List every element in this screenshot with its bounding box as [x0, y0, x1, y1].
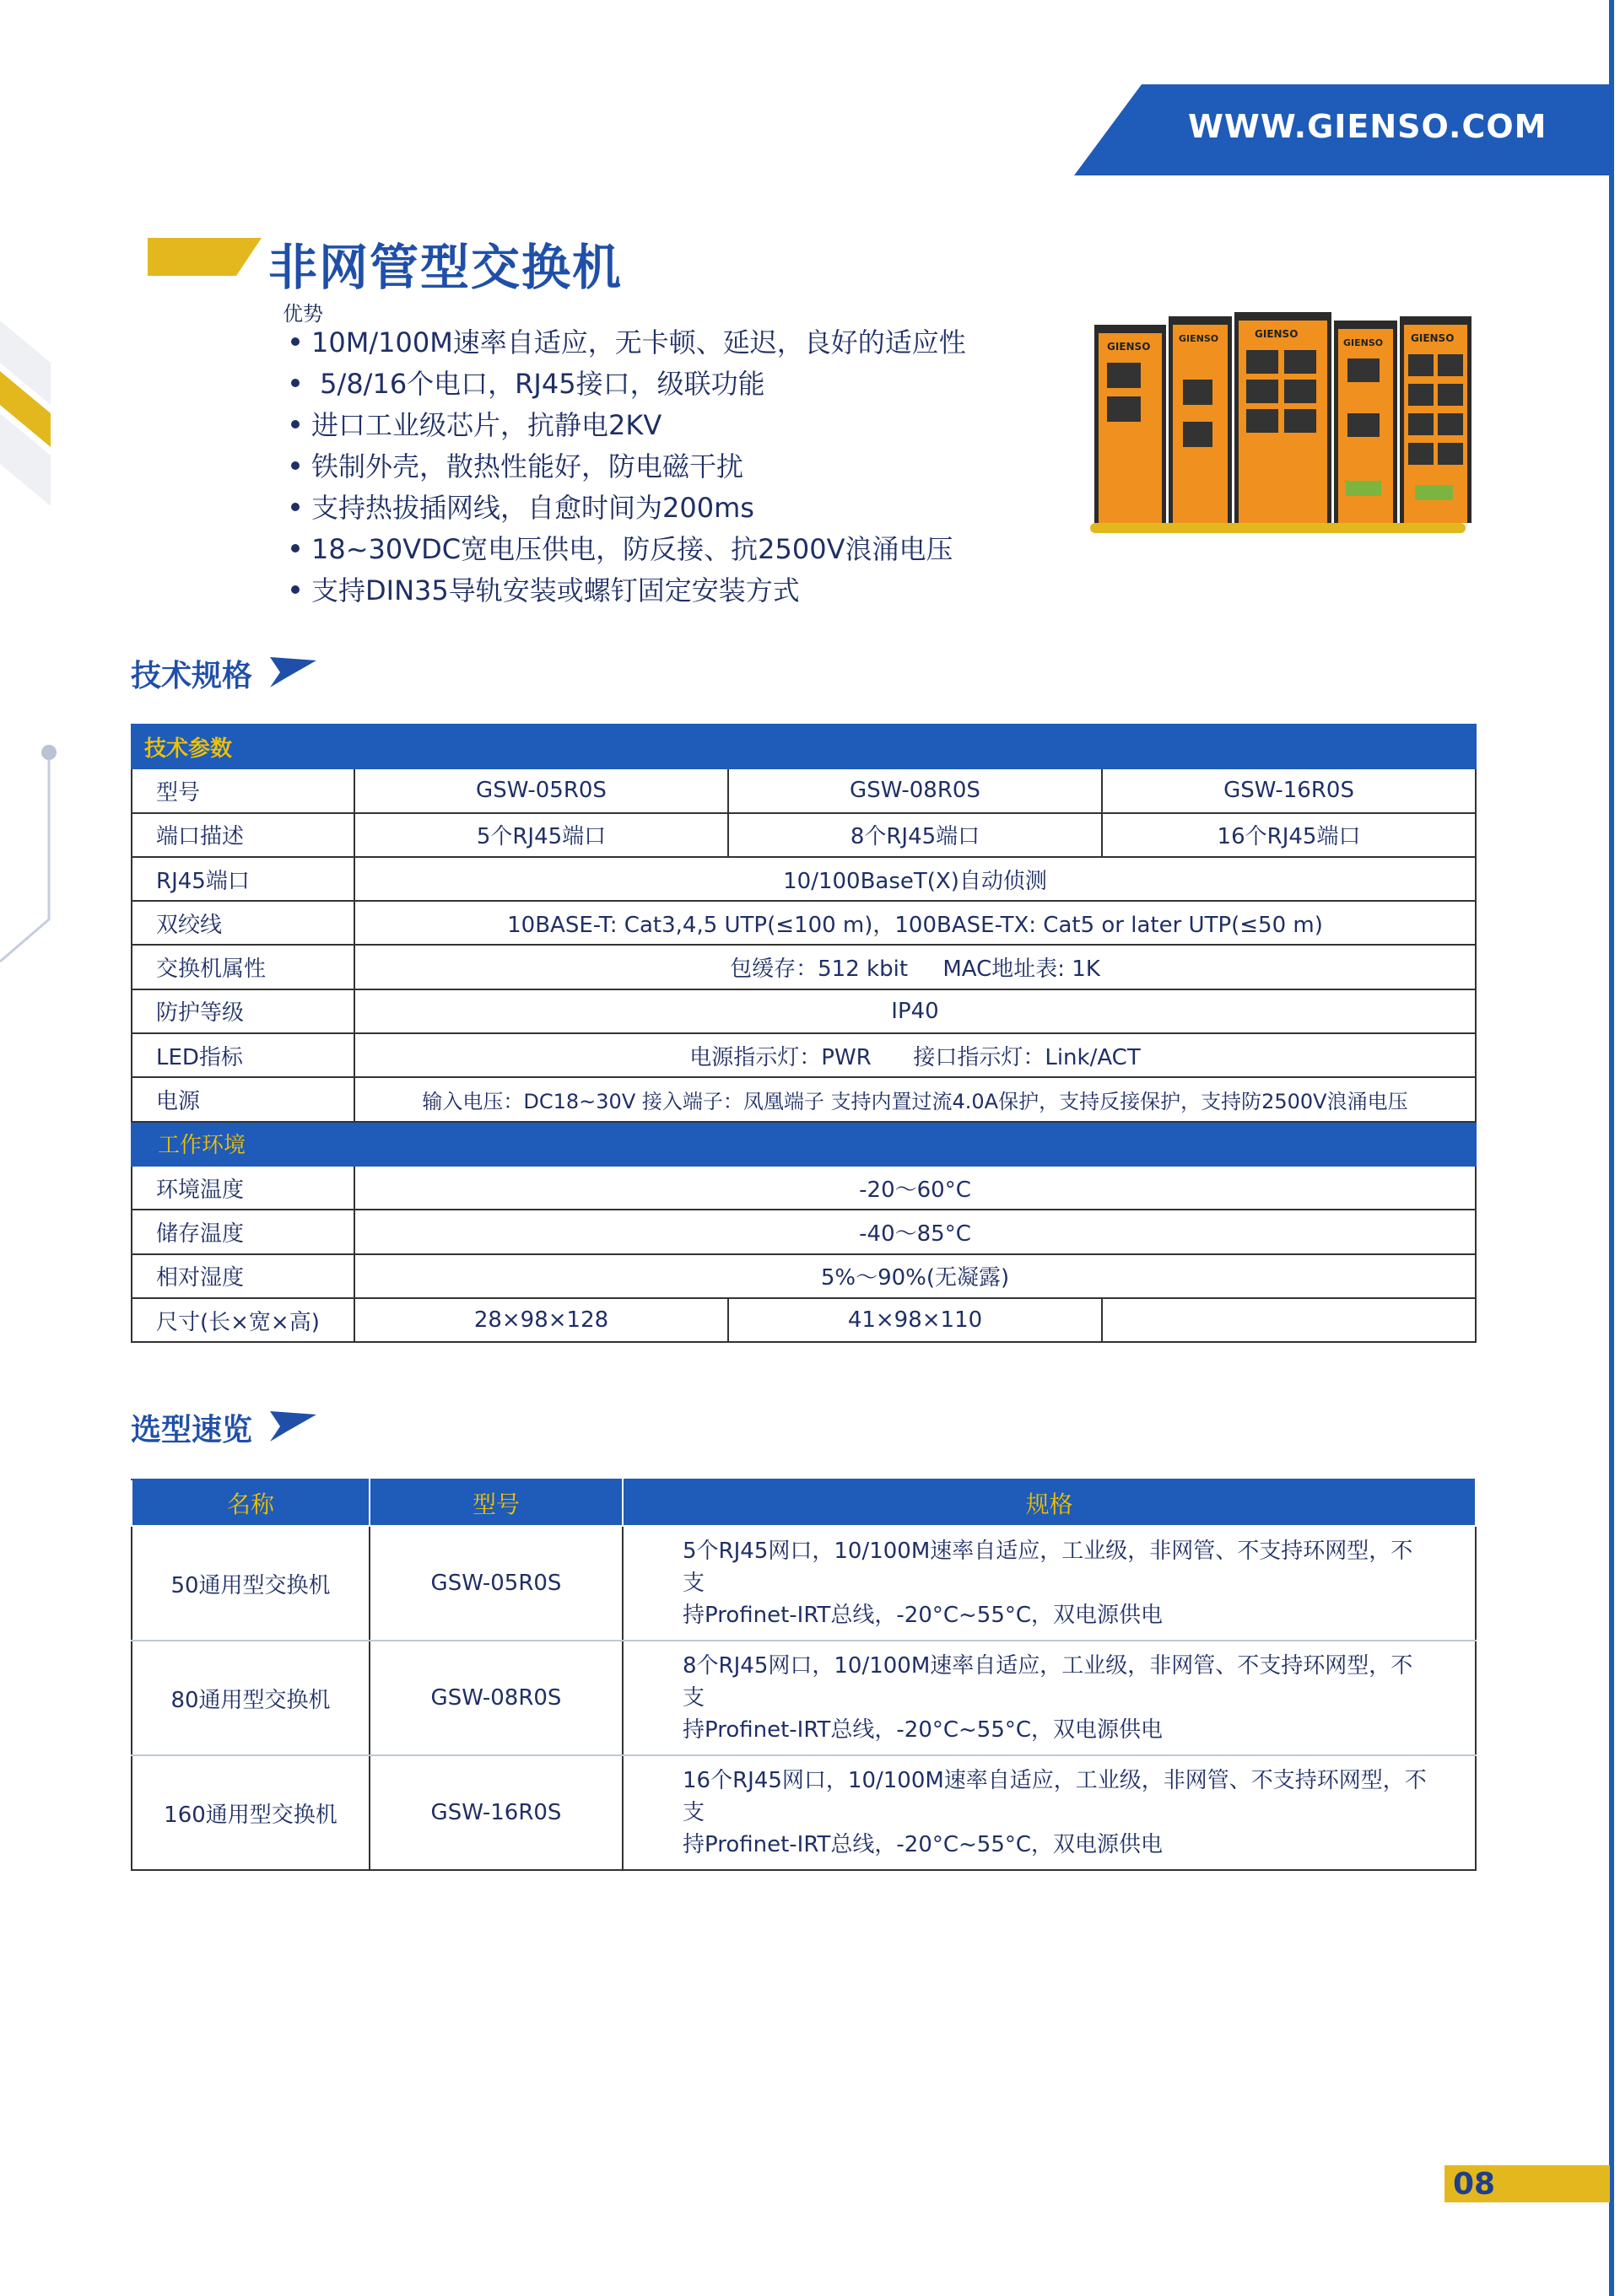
table-row: 端口描述 5个RJ45端口 8个RJ45端口 16个RJ45端口 — [132, 813, 1476, 857]
spec-table-header: 技术参数 — [132, 725, 1476, 768]
decorative-circuit-line — [0, 734, 68, 970]
advantages-label: 优势 — [283, 302, 323, 326]
advantages-list — [291, 322, 966, 612]
arrow-icon — [270, 657, 316, 687]
list-item: 进口工业级芯片，抗静电2KV — [291, 405, 966, 446]
selection-table — [131, 1479, 1477, 1871]
column-header: 型号 — [370, 1479, 623, 1526]
page-title: 非网管型交换机 — [268, 239, 624, 296]
table-row: 双绞线 10BASE-T: Cat3,4,5 UTP(≤100 m)，100BASE-TX: Cat5 or later UTP(≤50 m) — [132, 901, 1476, 945]
column-header: 规格 — [623, 1479, 1476, 1526]
url-banner — [1074, 84, 1609, 175]
brand-label: GIENSO — [1255, 328, 1299, 340]
spec-section-title: 技术规格 — [131, 652, 252, 695]
column-header: 名称 — [132, 1479, 370, 1526]
table-row: 交换机属性 包缓存：512 kbit MAC地址表: 1K — [132, 945, 1476, 989]
page-number-badge — [1444, 2165, 1610, 2202]
brand-label: GIENSO — [1343, 337, 1384, 348]
product-image — [1086, 304, 1474, 536]
spec-table — [131, 724, 1477, 1343]
decorative-stripes — [0, 304, 59, 523]
table-row: RJ45端口 10/100BaseT(X)自动侦测 — [132, 857, 1476, 901]
list-item: 支持热拔插网线，自愈时间为200ms — [291, 488, 966, 529]
title-accent-bar — [148, 238, 262, 276]
selection-section-title: 选型速览 — [131, 1406, 252, 1449]
table-row: 尺寸(长×宽×高) 28×98×128 41×98×110 — [132, 1298, 1476, 1342]
table-row: 相对湿度 5%～90%(无凝露) — [132, 1254, 1476, 1298]
table-row: 160通用型交换机 GSW-16R0S 16个RJ45网口，10/100M速率自适应，工业级，非网管、不支持环网型，不支 持Profinet-IRT总线，-20°C~55°C，双电源供电 — [132, 1755, 1476, 1870]
env-table-header: 工作环境 — [132, 1122, 1476, 1166]
table-row: 型号 GSW-05R0S GSW-08R0S GSW-16R0S — [132, 768, 1476, 812]
table-row: 储存温度 -40～85°C — [132, 1210, 1476, 1253]
table-row: 50通用型交换机 GSW-05R0S 5个RJ45网口，10/100M速率自适应，工业级，非网管、不支持环网型，不支 持Profinet-IRT总线，-20°C~55°C，双电源供电 — [132, 1526, 1476, 1641]
arrow-icon — [270, 1411, 316, 1442]
page-number: 08 — [1453, 2167, 1496, 2202]
table-row: 80通用型交换机 GSW-08R0S 8个RJ45网口，10/100M速率自适应，工业级，非网管、不支持环网型，不支 持Profinet-IRT总线，-20°C~55°C，双电源供电 — [132, 1641, 1476, 1755]
table-row: LED指标 电源指示灯：PWR 接口指示灯：Link/ACT — [132, 1033, 1476, 1077]
website-url[interactable]: WWW.GIENSO.COM — [1188, 108, 1547, 145]
brand-label: GIENSO — [1107, 341, 1151, 353]
table-row: 环境温度 -20～60°C — [132, 1166, 1476, 1210]
list-item: 支持DIN35导轨安装或螺钉固定安装方式 — [291, 570, 966, 612]
table-row: 电源 输入电压：DC18~30V 接入端子：凤凰端子 支持内置过流4.0A保护，支持反接保护，支持防2500V浪涌电压 — [132, 1077, 1476, 1121]
list-item: 10M/100M速率自适应，无卡顿、延迟，良好的适应性 — [291, 322, 966, 364]
right-edge-rule — [1609, 0, 1614, 2296]
list-item: 18~30VDC宽电压供电，防反接、抗2500V浪涌电压 — [291, 529, 966, 570]
list-item: 5/8/16个电口，RJ45接口，级联功能 — [291, 364, 966, 405]
brand-label: GIENSO — [1411, 332, 1455, 344]
table-row: 防护等级 IP40 — [132, 989, 1476, 1033]
list-item: 铁制外壳，散热性能好，防电磁干扰 — [291, 446, 966, 488]
brand-label: GIENSO — [1179, 333, 1219, 344]
